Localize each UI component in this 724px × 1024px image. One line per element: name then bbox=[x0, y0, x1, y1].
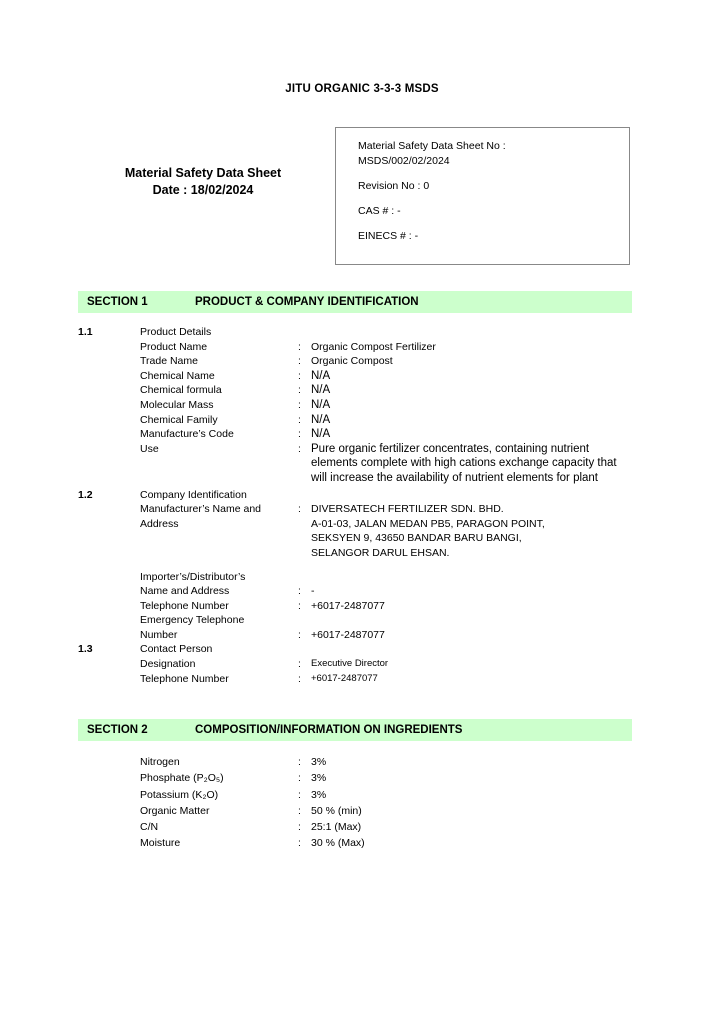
cn-ratio-label: C/N bbox=[140, 821, 159, 834]
table-row bbox=[78, 787, 638, 803]
subsection-1-1 bbox=[78, 325, 638, 340]
importer-row bbox=[78, 570, 638, 599]
table-row bbox=[78, 835, 638, 851]
chemical-family-label: Chemical Family bbox=[140, 413, 218, 426]
cas-number-field: CAS # : - bbox=[358, 204, 401, 217]
row-colon: : bbox=[298, 355, 301, 368]
page-title: JITU ORGANIC 3-3-3 MSDS bbox=[285, 83, 439, 95]
trade-name-value: Organic Compost bbox=[311, 355, 393, 368]
molecular-mass-label: Molecular Mass bbox=[140, 398, 214, 411]
product-name-label: Product Name bbox=[140, 340, 208, 353]
table-row bbox=[78, 803, 638, 819]
chemical-formula-label: Chemical formula bbox=[140, 384, 222, 397]
chemical-family-value: N/A bbox=[311, 413, 331, 426]
row-colon: : bbox=[298, 503, 301, 516]
contact-telephone-row bbox=[78, 672, 638, 687]
manufacturer-address bbox=[311, 502, 638, 560]
chemical-name-value: N/A bbox=[311, 369, 331, 382]
emergency-label-line2: Number bbox=[140, 628, 178, 641]
subsection-1-2 bbox=[78, 488, 638, 503]
chemical-formula-value: N/A bbox=[311, 384, 331, 397]
phosphate-value: 3% bbox=[311, 772, 327, 785]
masthead-heading-line2: Date : 18/02/2024 bbox=[152, 182, 254, 197]
row-colon: : bbox=[298, 369, 301, 382]
importer-value: - bbox=[311, 585, 315, 598]
address-line: SELANGOR DARUL EHSAN. bbox=[311, 546, 450, 559]
row-colon: : bbox=[298, 837, 301, 850]
row-colon: : bbox=[298, 628, 301, 641]
telephone-value: +6017-2487077 bbox=[311, 599, 385, 612]
row-colon: : bbox=[298, 756, 301, 768]
use-label: Use bbox=[140, 442, 159, 455]
designation-row bbox=[78, 657, 638, 672]
subsection-1-3 bbox=[78, 642, 638, 657]
einecs-number-field: EINECS # : - bbox=[358, 229, 419, 242]
table-row bbox=[78, 427, 638, 442]
table-row bbox=[78, 340, 638, 355]
section-2-title: COMPOSITION/INFORMATION ON INGREDIENTS bbox=[195, 724, 463, 736]
revision-number-field: Revision No : 0 bbox=[358, 179, 430, 192]
msds-info-box bbox=[335, 127, 630, 265]
section-1-title: PRODUCT & COMPANY IDENTIFICATION bbox=[195, 296, 419, 308]
table-row bbox=[78, 754, 638, 770]
potassium-value: 3% bbox=[311, 788, 327, 801]
product-name-value: Organic Compost Fertilizer bbox=[311, 340, 436, 353]
table-row bbox=[78, 369, 638, 384]
row-colon: : bbox=[298, 413, 301, 426]
telephone-row bbox=[78, 599, 638, 614]
importer-label bbox=[140, 570, 298, 599]
nitrogen-value: 3% bbox=[311, 756, 327, 768]
section-2-number: SECTION 2 bbox=[87, 724, 148, 736]
moisture-value: 30 % (Max) bbox=[311, 837, 365, 850]
manufacturer-label-line2: Address bbox=[140, 517, 179, 530]
subsection-1-2-number: 1.2 bbox=[78, 488, 93, 501]
manufacturer-label-line1: Manufacturer’s Name and bbox=[140, 503, 262, 516]
row-colon: : bbox=[298, 428, 301, 441]
address-line: A-01-03, JALAN MEDAN PB5, PARAGON POINT, bbox=[311, 517, 545, 530]
phosphate-label: Phosphate (P₂O₅) bbox=[140, 772, 224, 785]
subsection-1-1-number: 1.1 bbox=[78, 326, 93, 338]
emergency-value: +6017-2487077 bbox=[311, 628, 385, 641]
row-colon: : bbox=[298, 772, 301, 785]
contact-telephone-label: Telephone Number bbox=[140, 672, 229, 685]
masthead-heading bbox=[78, 165, 328, 199]
subsection-1-1-title: Product Details bbox=[140, 326, 212, 338]
subsection-1-3-title: Contact Person bbox=[140, 643, 213, 656]
cn-ratio-value: 25:1 (Max) bbox=[311, 821, 362, 834]
organic-matter-value: 50 % (min) bbox=[311, 804, 362, 817]
section-1-body bbox=[78, 325, 638, 686]
row-colon: : bbox=[298, 804, 301, 817]
table-row bbox=[78, 383, 638, 398]
nitrogen-label: Nitrogen bbox=[140, 756, 180, 768]
manufacturer-label bbox=[140, 502, 298, 531]
importer-label-line2: Name and Address bbox=[140, 585, 230, 598]
potassium-label: Potassium (K₂O) bbox=[140, 788, 219, 801]
emergency-label bbox=[140, 613, 298, 642]
manufactures-code-label: Manufacture’s Code bbox=[140, 428, 234, 441]
row-colon: : bbox=[298, 821, 301, 834]
emergency-label-line1: Emergency Telephone bbox=[140, 614, 245, 627]
section-1-header bbox=[78, 291, 632, 313]
designation-value: Executive Director bbox=[311, 658, 389, 670]
row-colon: : bbox=[298, 658, 301, 671]
table-row bbox=[78, 413, 638, 428]
section-2-header bbox=[78, 719, 632, 741]
row-colon: : bbox=[298, 599, 301, 612]
use-value: Pure organic fertilizer concentrates, containing nutrient elements complete with high cations exchange capacity that will increase the availability of nutrient elements for plant bbox=[311, 442, 617, 484]
use-row bbox=[78, 442, 638, 486]
manufacturer-row bbox=[78, 502, 638, 560]
address-line: DIVERSATECH FERTILIZER SDN. BHD. bbox=[311, 503, 504, 516]
row-colon: : bbox=[298, 384, 301, 397]
row-colon: : bbox=[298, 788, 301, 801]
importer-label-line1: Importer’s/Distributor’s bbox=[140, 570, 246, 583]
organic-matter-label: Organic Matter bbox=[140, 804, 210, 817]
designation-label: Designation bbox=[140, 658, 196, 671]
row-colon: : bbox=[298, 340, 301, 353]
table-row bbox=[78, 770, 638, 786]
masthead bbox=[78, 127, 632, 267]
chemical-name-label: Chemical Name bbox=[140, 369, 215, 382]
section-1-number: SECTION 1 bbox=[87, 296, 148, 308]
subsection-1-3-number: 1.3 bbox=[78, 643, 93, 656]
manufactures-code-value: N/A bbox=[311, 428, 331, 441]
subsection-1-2-title: Company Identification bbox=[140, 488, 247, 501]
table-row bbox=[78, 354, 638, 369]
table-row bbox=[78, 819, 638, 835]
address-line: SEKSYEN 9, 43650 BANDAR BARU BANGI, bbox=[311, 532, 522, 545]
molecular-mass-value: N/A bbox=[311, 398, 331, 411]
section-2-body bbox=[78, 754, 638, 852]
row-colon: : bbox=[298, 672, 301, 685]
row-colon: : bbox=[298, 442, 301, 455]
msds-number-label: Material Safety Data Sheet No : bbox=[358, 140, 506, 152]
row-colon: : bbox=[298, 585, 301, 598]
msds-number-field bbox=[358, 139, 629, 169]
masthead-heading-line1: Material Safety Data Sheet bbox=[124, 166, 282, 180]
msds-number-value: MSDS/002/02/2024 bbox=[358, 154, 450, 167]
contact-telephone-value: +6017-2487077 bbox=[311, 672, 378, 684]
emergency-telephone-row bbox=[78, 613, 638, 642]
row-colon: : bbox=[298, 398, 301, 411]
moisture-label: Moisture bbox=[140, 837, 181, 850]
table-row bbox=[78, 398, 638, 413]
trade-name-label: Trade Name bbox=[140, 355, 198, 368]
telephone-label: Telephone Number bbox=[140, 599, 229, 612]
